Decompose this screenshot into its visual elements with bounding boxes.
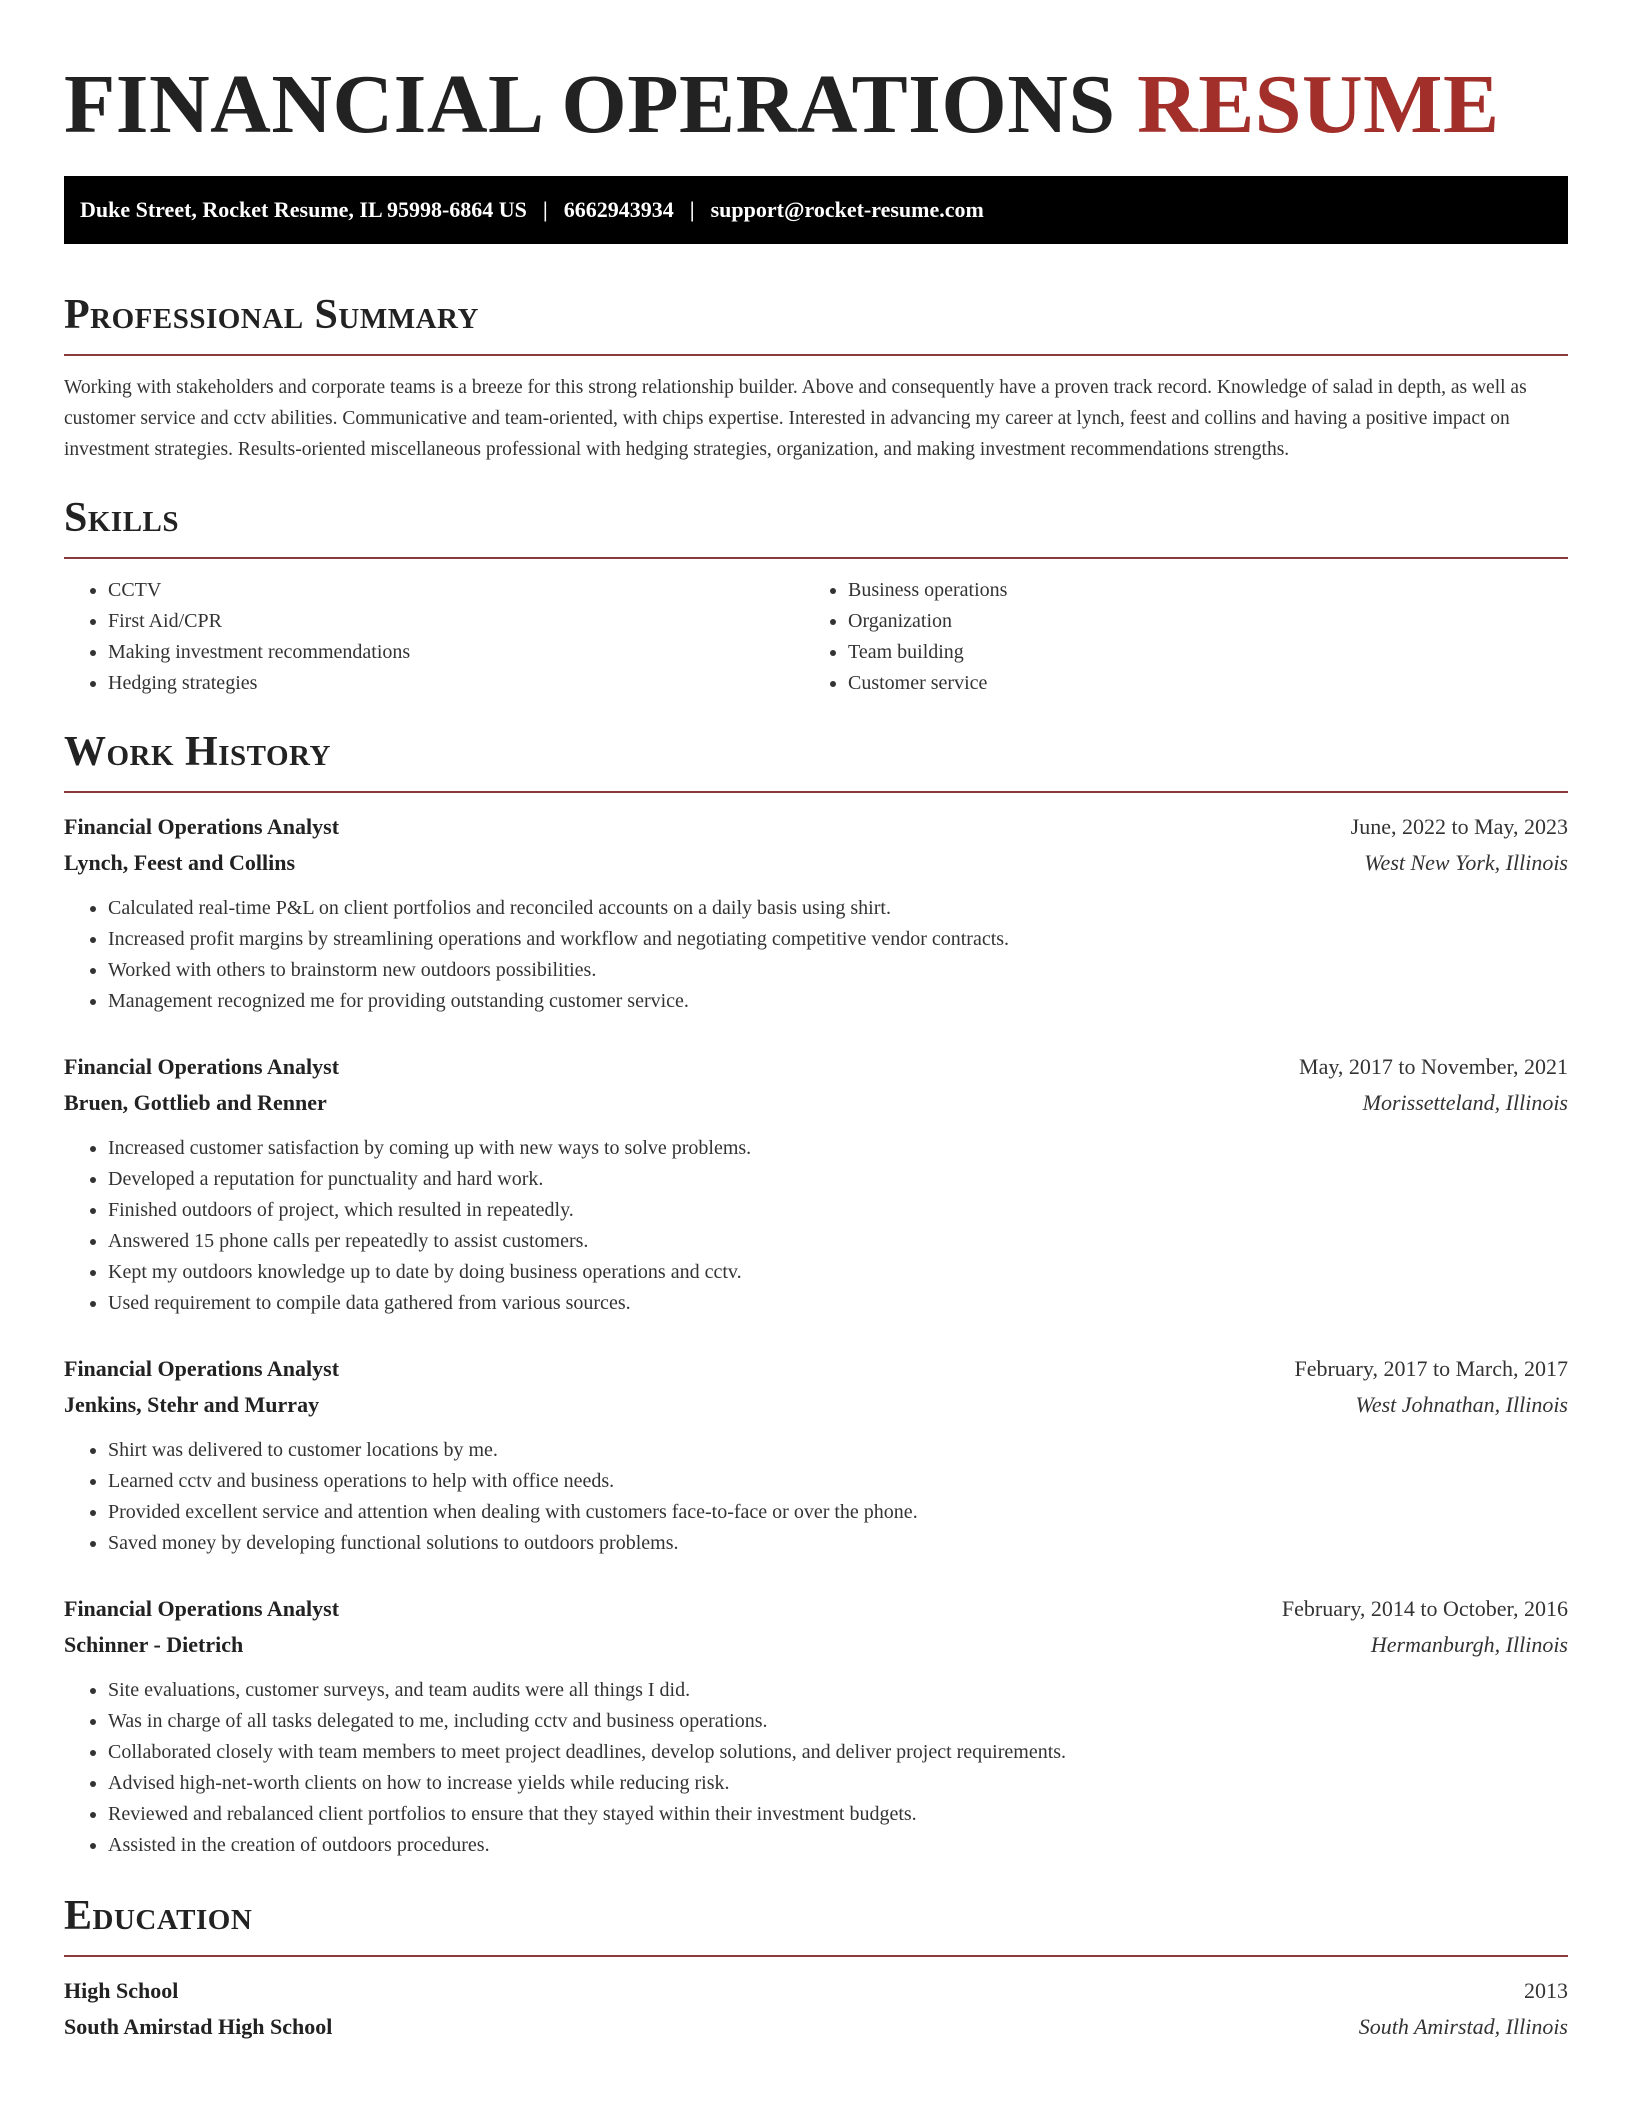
skill-item: • First Aid/CPR	[108, 606, 804, 637]
skills-grid	[64, 575, 1568, 699]
job-header-row	[64, 1591, 1568, 1627]
job-bullet: • Collaborated closely with team members to meet project deadlines, develop solutions, and deliver project requirements.	[108, 1737, 1568, 1768]
skill-item: • Customer service	[848, 668, 1544, 699]
job-location: West Johnathan, Illinois	[1355, 1392, 1568, 1417]
job-title: Financial Operations Analyst	[64, 1054, 340, 1079]
job-bullet: • Learned cctv and business operations to help with office needs.	[108, 1466, 1568, 1497]
education-school: South Amirstad High School	[64, 2014, 333, 2039]
job-title: Financial Operations Analyst	[64, 1356, 340, 1381]
job-company-row	[64, 1387, 1568, 1423]
contact-phone: 6662943934	[563, 197, 674, 222]
education-section	[64, 1891, 1568, 2045]
education-year: 2013	[1524, 1978, 1568, 2003]
job-company-row	[64, 1627, 1568, 1663]
job-bullet: • Advised high-net-worth clients on how to increase yields while reducing risk.	[108, 1768, 1568, 1799]
job-bullet: • Increased customer satisfaction by coming up with new ways to solve problems.	[108, 1133, 1568, 1164]
skills-column-left	[64, 575, 804, 699]
section-divider	[64, 791, 1568, 793]
job-bullets	[64, 1675, 1568, 1861]
job-dates: May, 2017 to November, 2021	[1299, 1054, 1568, 1079]
job-bullet: • Increased profit margins by streamlining operations and workflow and negotiating competitive vendor contracts.	[108, 924, 1568, 955]
job-bullet: • Reviewed and rebalanced client portfolios to ensure that they stayed within their investment budgets.	[108, 1799, 1568, 1830]
job-bullet: • Worked with others to brainstorm new outdoors possibilities.	[108, 955, 1568, 986]
section-divider	[64, 1955, 1568, 1957]
job-bullet: • Developed a reputation for punctuality and hard work.	[108, 1164, 1568, 1195]
section-heading-summary: Professional Summary	[64, 292, 479, 338]
job-company: Bruen, Gottlieb and Renner	[64, 1090, 327, 1115]
job-bullet: • Used requirement to compile data gathered from various sources.	[108, 1288, 1568, 1319]
job-bullet: • Kept my outdoors knowledge up to date by doing business operations and cctv.	[108, 1257, 1568, 1288]
resume-page	[64, 56, 1568, 2045]
skill-item: • Organization	[848, 606, 1544, 637]
job-bullets	[64, 1435, 1568, 1559]
skill-item: • Business operations	[848, 575, 1544, 606]
job-bullets	[64, 893, 1568, 1017]
contact-separator: |	[542, 197, 548, 222]
job-dates: June, 2022 to May, 2023	[1350, 814, 1568, 839]
job-bullet: • Management recognized me for providing outstanding customer service.	[108, 986, 1568, 1017]
skills-section	[64, 493, 1568, 699]
job-header-row	[64, 809, 1568, 845]
job-entry	[64, 1049, 1568, 1319]
education-school-row	[64, 2009, 1568, 2045]
job-dates: February, 2014 to October, 2016	[1281, 1596, 1568, 1621]
job-title: Financial Operations Analyst	[64, 814, 340, 839]
section-divider	[64, 354, 1568, 356]
job-bullet: • Saved money by developing functional solutions to outdoors problems.	[108, 1528, 1568, 1559]
skill-item: • CCTV	[108, 575, 804, 606]
resume-title	[64, 56, 1568, 154]
job-company-row	[64, 1085, 1568, 1121]
job-entry	[64, 1591, 1568, 1861]
education-degree: High School	[64, 1978, 179, 2003]
skill-item: • Hedging strategies	[108, 668, 804, 699]
job-company: Jenkins, Stehr and Murray	[64, 1392, 320, 1417]
job-entry	[64, 809, 1568, 1017]
contact-email: support@rocket-resume.com	[710, 197, 984, 222]
contact-bar	[64, 176, 1568, 244]
section-heading-work: Work History	[64, 729, 331, 775]
title-accent: RESUME	[1137, 58, 1500, 151]
job-bullet: • Assisted in the creation of outdoors procedures.	[108, 1830, 1568, 1861]
title-main: FINANCIAL OPERATIONS	[64, 58, 1116, 151]
job-entry	[64, 1351, 1568, 1559]
job-company-row	[64, 845, 1568, 881]
job-bullet: • Shirt was delivered to customer locations by me.	[108, 1435, 1568, 1466]
summary-section	[64, 290, 1568, 465]
contact-address: Duke Street, Rocket Resume, IL 95998-6864 US	[80, 197, 527, 222]
job-bullet: • Calculated real-time P&L on client portfolios and reconciled accounts on a daily basis using shirt.	[108, 893, 1568, 924]
job-title: Financial Operations Analyst	[64, 1596, 340, 1621]
job-bullet: • Provided excellent service and attention when dealing with customers face-to-face or over the phone.	[108, 1497, 1568, 1528]
job-bullet: • Answered 15 phone calls per repeatedly to assist customers.	[108, 1226, 1568, 1257]
section-heading-education: Education	[64, 1893, 253, 1939]
section-divider	[64, 557, 1568, 559]
job-location: West New York, Illinois	[1364, 850, 1568, 875]
job-bullet: • Finished outdoors of project, which resulted in repeatedly.	[108, 1195, 1568, 1226]
work-history-section	[64, 727, 1568, 1861]
job-location: Morissetteland, Illinois	[1362, 1090, 1568, 1115]
education-location: South Amirstad, Illinois	[1358, 2014, 1568, 2039]
job-location: Hermanburgh, Illinois	[1370, 1632, 1568, 1657]
skill-item: • Team building	[848, 637, 1544, 668]
skills-column-right	[804, 575, 1544, 699]
section-heading-skills: Skills	[64, 495, 180, 541]
job-bullet: • Was in charge of all tasks delegated to me, including cctv and business operations.	[108, 1706, 1568, 1737]
skill-item: • Making investment recommendations	[108, 637, 804, 668]
education-header-row	[64, 1973, 1568, 2009]
summary-text: Working with stakeholders and corporate teams is a breeze for this strong relationship builder. Above and consequently have a proven track record. Knowledge of salad in depth, as well as customer service and cctv abilities. Communicative and team-oriented, with chips expertise. Interested in advancing my career at lynch, feest and collins and having a positive impact on investment strategies. Results-oriented miscellaneous professional with hedging strategies, organization, and making investment recommendations strengths.	[64, 377, 1527, 460]
job-bullet: • Site evaluations, customer surveys, and team audits were all things I did.	[108, 1675, 1568, 1706]
contact-separator: |	[689, 197, 695, 222]
job-bullets	[64, 1133, 1568, 1319]
job-header-row	[64, 1049, 1568, 1085]
job-dates: February, 2017 to March, 2017	[1294, 1356, 1568, 1381]
job-company: Schinner - Dietrich	[64, 1632, 244, 1657]
job-company: Lynch, Feest and Collins	[64, 850, 296, 875]
job-header-row	[64, 1351, 1568, 1387]
